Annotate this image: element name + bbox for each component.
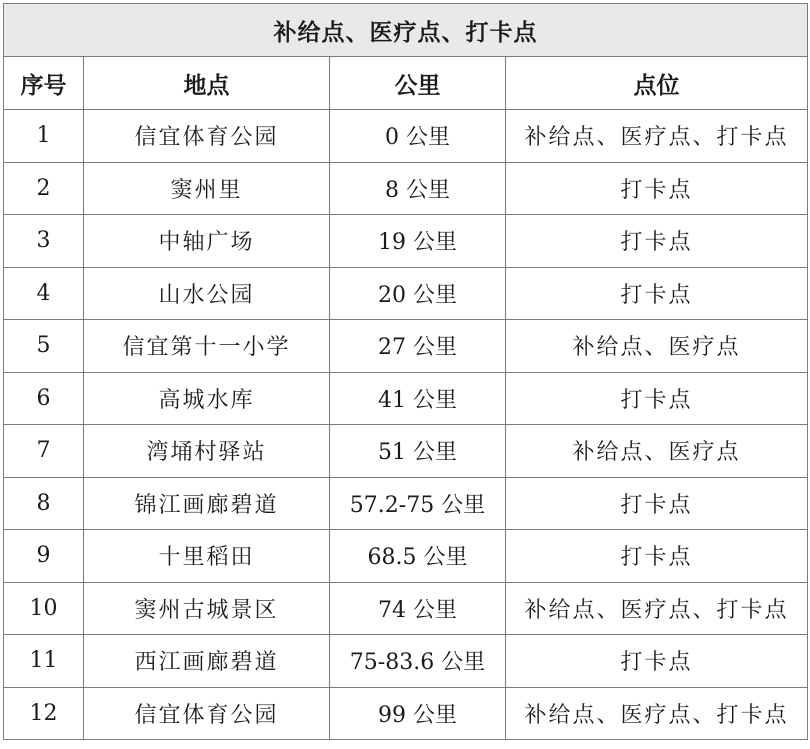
cell-place: 中轴广场 <box>84 215 330 268</box>
table-header-row <box>4 57 808 110</box>
checkpoint-table <box>3 3 808 740</box>
cell-place: 信宜体育公园 <box>84 687 330 740</box>
table-row <box>4 372 808 425</box>
cell-point-type: 补给点、医疗点 <box>506 425 808 478</box>
cell-distance: 27 公里 <box>330 320 506 373</box>
cell-number: 11 <box>4 635 84 688</box>
cell-place: 十里稻田 <box>84 530 330 583</box>
header-number: 序号 <box>4 57 84 110</box>
table-row <box>4 267 808 320</box>
table-row <box>4 162 808 215</box>
cell-distance: 20 公里 <box>330 267 506 320</box>
cell-distance: 8 公里 <box>330 162 506 215</box>
cell-number: 7 <box>4 425 84 478</box>
table-row <box>4 477 808 530</box>
cell-place: 山水公园 <box>84 267 330 320</box>
table-row <box>4 635 808 688</box>
cell-point-type: 补给点、医疗点、打卡点 <box>506 110 808 163</box>
cell-distance: 74 公里 <box>330 582 506 635</box>
cell-place: 窦州古城景区 <box>84 582 330 635</box>
cell-place: 锦江画廊碧道 <box>84 477 330 530</box>
cell-number: 9 <box>4 530 84 583</box>
cell-place: 窦州里 <box>84 162 330 215</box>
table-row <box>4 582 808 635</box>
table-row <box>4 320 808 373</box>
cell-point-type: 打卡点 <box>506 530 808 583</box>
cell-point-type: 补给点、医疗点 <box>506 320 808 373</box>
cell-point-type: 补给点、医疗点、打卡点 <box>506 687 808 740</box>
header-distance: 公里 <box>330 57 506 110</box>
header-point-type: 点位 <box>506 57 808 110</box>
cell-distance: 0 公里 <box>330 110 506 163</box>
cell-place: 高城水库 <box>84 372 330 425</box>
table-title-row <box>4 4 808 57</box>
cell-number: 2 <box>4 162 84 215</box>
table-row <box>4 687 808 740</box>
cell-number: 8 <box>4 477 84 530</box>
table-row <box>4 110 808 163</box>
cell-distance: 51 公里 <box>330 425 506 478</box>
cell-number: 10 <box>4 582 84 635</box>
cell-number: 5 <box>4 320 84 373</box>
cell-distance: 99 公里 <box>330 687 506 740</box>
cell-distance: 19 公里 <box>330 215 506 268</box>
table-title: 补给点、医疗点、打卡点 <box>4 4 808 57</box>
cell-point-type: 补给点、医疗点、打卡点 <box>506 582 808 635</box>
cell-place: 西江画廊碧道 <box>84 635 330 688</box>
cell-number: 12 <box>4 687 84 740</box>
cell-number: 6 <box>4 372 84 425</box>
table-row <box>4 425 808 478</box>
cell-place: 信宜第十一小学 <box>84 320 330 373</box>
cell-distance: 41 公里 <box>330 372 506 425</box>
cell-number: 3 <box>4 215 84 268</box>
cell-point-type: 打卡点 <box>506 267 808 320</box>
cell-place: 信宜体育公园 <box>84 110 330 163</box>
cell-point-type: 打卡点 <box>506 215 808 268</box>
header-place: 地点 <box>84 57 330 110</box>
cell-point-type: 打卡点 <box>506 635 808 688</box>
table-container <box>3 3 807 746</box>
cell-number: 4 <box>4 267 84 320</box>
cell-distance: 68.5 公里 <box>330 530 506 583</box>
cell-distance: 75-83.6 公里 <box>330 635 506 688</box>
table-row <box>4 215 808 268</box>
cell-point-type: 打卡点 <box>506 162 808 215</box>
cell-point-type: 打卡点 <box>506 372 808 425</box>
table-row <box>4 530 808 583</box>
cell-point-type: 打卡点 <box>506 477 808 530</box>
cell-distance: 57.2-75 公里 <box>330 477 506 530</box>
cell-place: 湾埇村驿站 <box>84 425 330 478</box>
cell-number: 1 <box>4 110 84 163</box>
